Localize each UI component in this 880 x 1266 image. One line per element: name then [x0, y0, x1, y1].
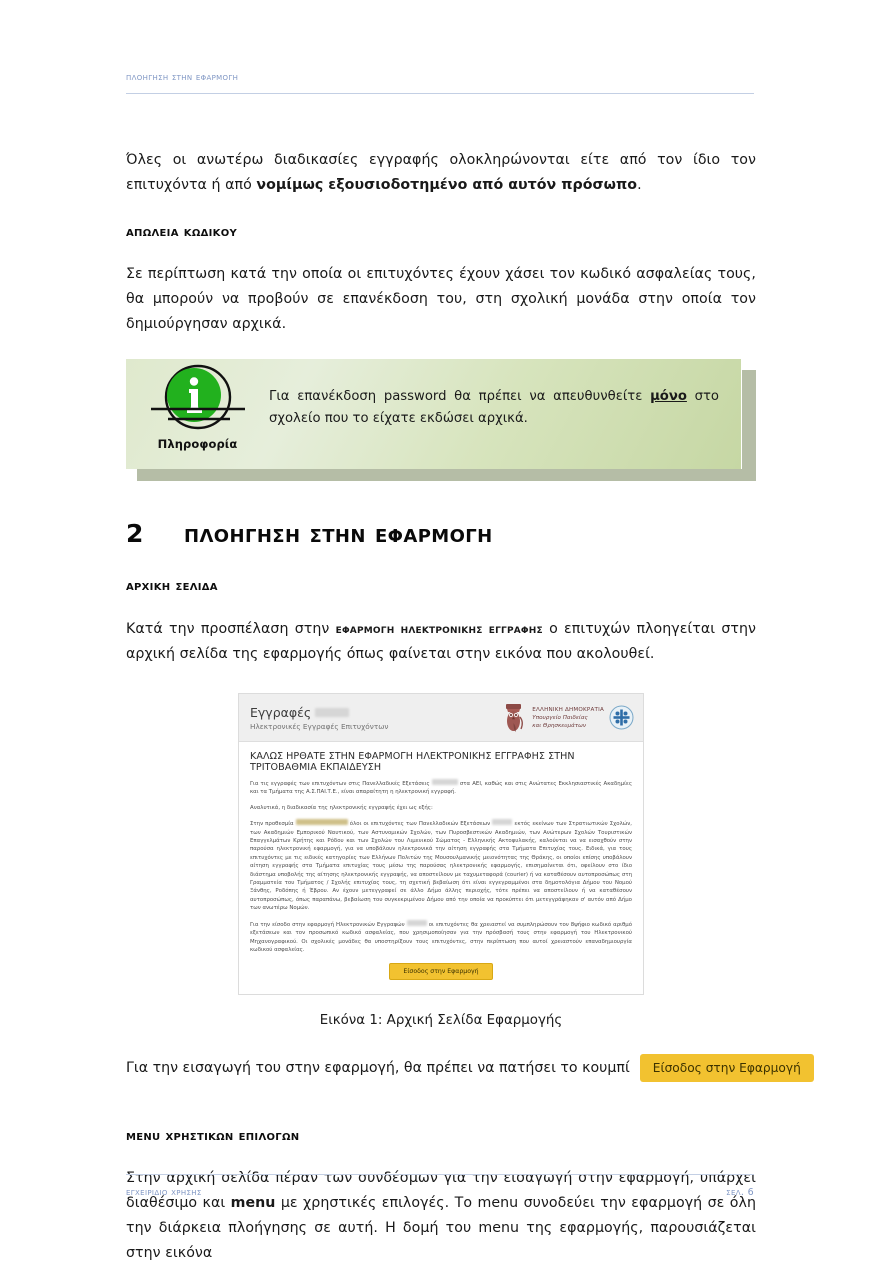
app-brand [250, 705, 388, 731]
app-p1-a: Για τις εγγραφές των επιτυχόντων στις Πανελλαδικές Εξετάσεις [250, 781, 432, 787]
spacer [126, 198, 756, 224]
spacer [126, 1082, 756, 1128]
info-text-b: στο σχολείο που το είχατε εκδώσει αρχικά. [269, 389, 720, 426]
intro-text-bold: νομίμως εξουσιοδοτημένο από αυτόν πρόσωπο [256, 177, 638, 193]
figure-caption: Εικόνα 1: Αρχική Σελίδα Εφαρμογής [319, 1013, 563, 1029]
menu-para-bold: menu [230, 1195, 276, 1212]
gov-line-1: ΕΛΛΗΝΙΚΗ ΔΗΜΟΚΡΑΤΙΑ [532, 706, 604, 713]
redacted-inline-3 [407, 920, 427, 926]
page-number: σελ. 6 [726, 1187, 754, 1198]
enter-application-button[interactable]: Είσοδος στην Εφαρμογή [640, 1054, 814, 1082]
running-footer [126, 1174, 754, 1198]
app-paragraph-1 [250, 779, 632, 797]
ministry-emblem-icon [609, 705, 634, 730]
footer-left-text: εγχειριδιο χρησης [126, 1187, 202, 1198]
app-p3-b: όλοι οι επιτυχόντες των Πανελλαδικών Εξετάσεων [347, 821, 493, 828]
subhead-home-page: αρχικη σελιδα [126, 578, 218, 594]
app-topbar [239, 694, 643, 742]
info-text-a: Για επανέκδοση password θα πρέπει να απευθυνθείτε [269, 389, 651, 404]
intro-text-a: Όλες οι ανωτέρω διαδικασίες εγγραφής ολοκληρώνονται είτε από τον ίδιο τον επιτυχόντα ή από [126, 152, 756, 193]
home-para-a: Κατά την προσπέλαση στην [126, 621, 336, 637]
info-callout-text [269, 359, 741, 430]
menu-para-b: με χρηστικές επιλογές. Το menu συνοδεύει την εφαρμογή σε όλη την διάρκεια πλοήγησης σε αυτή. Η δομή του menu της εφαρμογής, παρουσιάζεται στην εικόνα [126, 1195, 756, 1262]
info-icon-label: Πληροφορία [157, 437, 238, 451]
app-login-button[interactable]: Είσοδος στην Εφαρμογή [389, 963, 492, 980]
app-brand-title-row [250, 705, 388, 720]
footer-row [126, 1187, 754, 1198]
government-emblem-group [503, 701, 634, 735]
header-divider [126, 93, 754, 94]
spacer [126, 548, 756, 578]
main-content [126, 148, 801, 1266]
chapter-number: 2 [126, 519, 144, 548]
running-header-text: πλοηγηση στην εφαρμογη [126, 72, 239, 83]
spacer [126, 240, 756, 262]
app-paragraph-2: Αναλυτικά, η διαδικασία της ηλεκτρονικής εγγραφής έχει ως εξής: [250, 804, 433, 811]
info-text-emphasis: μόνο [650, 389, 687, 404]
app-paragraph-3 [250, 819, 632, 912]
app-brand-subtitle: Ηλεκτρονικές Εγγραφές Επιτυχόντων [250, 721, 389, 731]
running-header [126, 72, 754, 94]
information-icon [148, 363, 248, 435]
subhead-password-loss: απωλεια κωδικου [126, 224, 238, 240]
app-p3-c: εκτός εκείνων των Στρατιωτικών Σχολών, των Ακαδημιών Εμπορικού Ναυτικού, των Αστυνομικών Σχολών, των Πυροσβεστικών Ακαδημιών, των Ανώτερων Σχολών Τουριστικών Επαγγελμάτων Κρήτης και Ρόδου και των Σχολών του Λιμενικού Σώματος - Ελληνικής Ακτοφυλακής, καλούνται να να εισαχθούν στην παρούσα ηλεκτρονική εφαρμογή, για να υποβάλουν ηλεκτρονικά την αίτηση εγγραφής στα Τμήματα Επιτυχίας τους. Ειδικά, για τους επιτυχόντες με τις ειδικές κατηγορίες των Ελλήνων Πολιτών της Μουσουλμανικής μειονότητας της Θράκης, οι οποίοι επίσης υποβάλουν αίτηση εγγραφής στα Τμήματα επιτυχίας τους μέσω της παρούσας ηλεκτρονικής εφαρμογής, επισημαίνεται ότι, οφείλουν στο ίδιο διάστημα υποβολής της αίτησης ηλεκτρονικής εγγραφής, να αποστείλουν με ταχυμεταφορά (courier) ή να καταθέσουν αυτοπροσώπως στη Γραμματεία του Τμήματος / Σχολής επιτυχίας τους, τη σχετική βεβαίωση ότι είναι εγγεγραμμένοι στα δημοτολόγια Δήμου του Νομού Ξάνθης, Ροδόπης ή Έβρου. Αν έχουν μετεγγραφεί σε άλλο Δήμο άλλης περιοχής, τότε πρέπει να αποστείλουν ή να καταθέσουν αυτοπροσώπως, όπως παραπάνω, βεβαίωση του συγκεκριμένου Δήμου από την οποία να προκύπτει ότι μετεγγράφηκαν σ' αυτόν από Δήμο των ανωτέρω Νομών. [250, 821, 632, 912]
app-p3-a: Στην προθεσμία [250, 821, 296, 828]
app-welcome-heading: ΚΑΛΩΣ ΗΡΘΑΤΕ ΣΤΗΝ ΕΦΑΡΜΟΓΗ ΗΛΕΚΤΡΟΝΙΚΗΣ ΕΓΓΡΑΦΗΣ ΣΤΗΝ ΤΡΙΤΟΒΑΘΜΙΑ ΕΚΠΑΙΔΕΥΣΗ [250, 751, 575, 773]
chapter-title: πλοηγηση στην εφαρμογη [184, 519, 493, 548]
gov-line-3: και Θρησκευμάτων [532, 722, 586, 729]
inline-instruction-row [126, 1054, 801, 1082]
gov-line-2: Υπουργείο Παιδείας [532, 714, 588, 721]
password-loss-paragraph: Σε περίπτωση κατά την οποία οι επιτυχόντες έχουν χάσει τον κωδικό ασφαλείας τους, θα μπορούν να προβούν σε επανέκδοση του, στη σχολική μονάδα στην οποία τον δημιούργησαν αρχικά. [126, 266, 756, 332]
government-text [532, 706, 604, 730]
redacted-year-block [315, 708, 349, 717]
app-p1-b: στα ΑΕΙ, καθώς και στις Ανώτατες Εκκλησιαστικές Ακαδημίες και τα Τμήματα της Α.Σ.ΠΑΙ.Τ.Ε., είναι απαραίτητη η ηλεκτρονική εγγραφή. [250, 781, 632, 796]
spacer [126, 594, 756, 616]
spacer [126, 1144, 756, 1166]
redacted-inline-2 [492, 819, 512, 825]
home-para-appname: εφαρμογη ηλεκτρονικης εγγραφης [335, 621, 543, 636]
figure-block [126, 693, 756, 1028]
app-brand-title: Εγγραφές [250, 704, 312, 720]
inline-instruction-text: Για την εισαγωγή του στην εφαρμογή, θα πρέπει να πατήσει το κουμπί [126, 1059, 630, 1076]
menu-para-a: Στην αρχική σελίδα πέραν των συνδέσμων για την εισαγωγή στην εφαρμογή, υπάρχει διαθέσιμο και [126, 1170, 756, 1212]
app-body [239, 742, 643, 994]
owl-logo-icon [503, 701, 527, 735]
redacted-date-range [296, 819, 348, 825]
info-icon-column [126, 359, 269, 469]
info-callout [126, 359, 756, 481]
embedded-app-screenshot [238, 693, 644, 995]
app-login-button-row [250, 963, 632, 980]
subhead-menu-options: menu χρηστικων επιλογων [126, 1128, 300, 1145]
redacted-inline-1 [432, 779, 458, 785]
intro-text-b: . [637, 177, 642, 193]
home-para-b: ο επιτυχών πλοηγείται στην αρχική σελίδα της εφαρμογής όπως φαίνεται στην εικόνα που ακολουθεί. [126, 621, 756, 662]
chapter-heading [126, 519, 756, 548]
app-p4-b: οι επιτυχόντες θα χρειαστεί να συμπληρώσουν τον 8ψήφιο κωδικό αριθμό εξετάσεων και τον προσωπικό κωδικό ασφαλείας, που χρησιμοποίησαν για την πρόσβασή τους στην εφαρμογή του Ηλεκτρονικού Μηχανογραφικού. Οι σχολικές μονάδες θα υποστηρίξουν τους επιτυχόντες, στην περίπτωση που αυτοί χρειαστούν επαναδημιουργία κωδικού ασφαλείας. [250, 921, 633, 953]
app-p4-a: Για την είσοδο στην εφαρμογή Ηλεκτρονικών Εγγραφών [250, 921, 407, 928]
intro-paragraph [126, 148, 756, 198]
footer-divider [126, 1174, 754, 1175]
info-callout-box [126, 359, 742, 469]
app-paragraph-4 [250, 920, 632, 955]
home-page-paragraph [126, 616, 756, 667]
